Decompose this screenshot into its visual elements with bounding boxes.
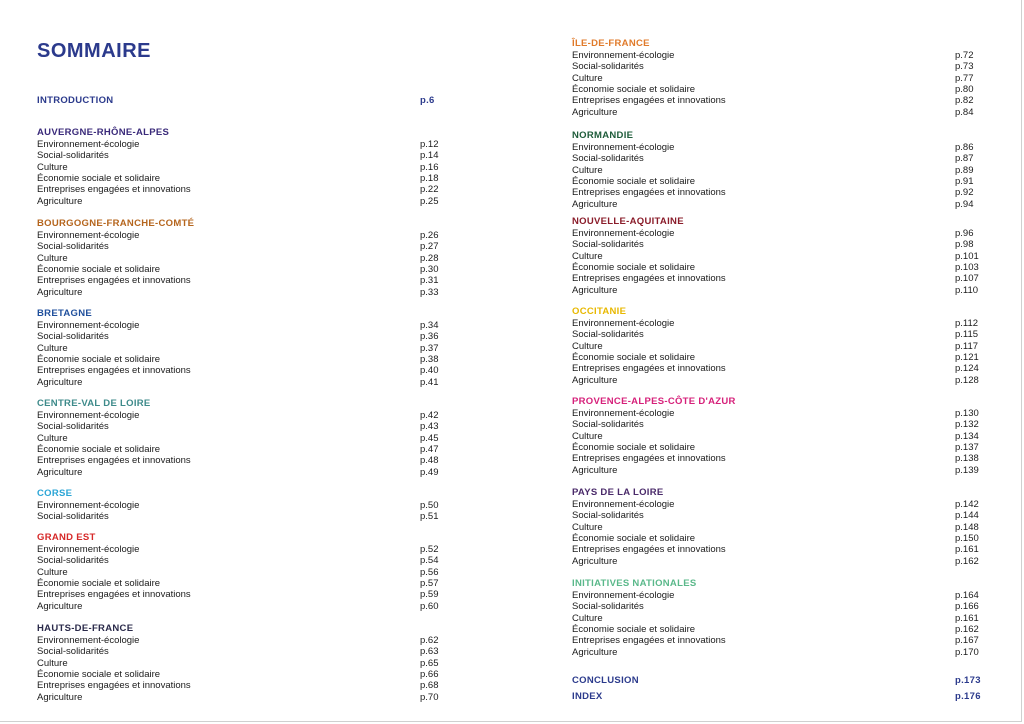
entry-label: Environnement-écologie (37, 500, 140, 511)
page-number: p.107 (955, 273, 979, 285)
page-number: p.73 (955, 61, 974, 73)
entry-initiatives-nationales-culture[interactable] (572, 613, 978, 625)
page-number: p.60 (420, 600, 439, 612)
section-bretagne[interactable] (37, 308, 437, 320)
entry-ile-de-france-entreprises-engagees-et-innovations[interactable] (572, 95, 978, 107)
entry-label: Culture (572, 250, 603, 262)
entry-occitanie-social-solidarites[interactable] (572, 329, 978, 341)
page-number: p.40 (420, 365, 439, 377)
entry-label: Agriculture (572, 646, 618, 658)
entry-label: Entreprises engagées et innovations (572, 453, 726, 465)
page-number: p.22 (420, 184, 439, 196)
entry-label: Culture (572, 521, 603, 533)
entry-label: Social-solidarités (37, 150, 109, 162)
entry-pays-de-la-loire-agriculture[interactable] (572, 556, 978, 568)
page-number: p.72 (955, 50, 974, 61)
page-number: p.112 (955, 318, 979, 329)
page-number: p.63 (420, 646, 439, 658)
section-heading: CONCLUSION (572, 675, 639, 686)
entry-pays-de-la-loire-entreprises-engagees-et-innovations[interactable] (572, 544, 978, 556)
entry-label: Environnement-écologie (572, 142, 675, 153)
page-number: p.26 (420, 230, 439, 241)
entry-label: Économie sociale et solidaire (572, 441, 696, 453)
entry-label: Agriculture (572, 198, 618, 210)
entry-hauts-de-france-entreprises-engagees-et-innovations[interactable] (37, 680, 437, 692)
page-number: p.91 (955, 175, 974, 187)
entry-label: Agriculture (37, 195, 83, 207)
entry-label: Entreprises engagées et innovations (572, 635, 726, 647)
section-heading: CENTRE-VAL DE LOIRE (37, 398, 151, 409)
entry-label: Entreprises engagées et innovations (572, 95, 726, 107)
entry-auvergne-rhone-alpes-environnement-ecologie[interactable] (37, 139, 437, 151)
entry-bretagne-environnement-ecologie[interactable] (37, 320, 437, 332)
entry-normandie-entreprises-engagees-et-innovations[interactable] (572, 187, 978, 199)
page-number: p.27 (420, 241, 439, 253)
page-number: p.70 (420, 691, 439, 703)
entry-label: Social-solidarités (572, 419, 644, 431)
section-heading: GRAND EST (37, 532, 96, 543)
entry-grand-est-economie-sociale-et-solidaire[interactable] (37, 578, 437, 590)
entry-pays-de-la-loire-culture[interactable] (572, 522, 978, 534)
page-number: p.115 (955, 329, 979, 341)
page-number: p.6 (420, 95, 435, 106)
entry-auvergne-rhone-alpes-entreprises-engagees-et-innovations[interactable] (37, 184, 437, 196)
entry-label: Économie sociale et solidaire (572, 351, 696, 363)
entry-label: Social-solidarités (572, 153, 644, 165)
entry-hauts-de-france-environnement-ecologie[interactable] (37, 635, 437, 647)
entry-label: Agriculture (37, 376, 83, 388)
entry-label: Économie sociale et solidaire (572, 83, 696, 95)
page-number: p.56 (420, 566, 439, 578)
entry-label: Entreprises engagées et innovations (37, 365, 191, 377)
section-heading: ÎLE-DE-FRANCE (572, 38, 650, 49)
entry-label: Environnement-écologie (572, 408, 675, 419)
page-number: p.52 (420, 544, 439, 555)
page-number: p.48 (420, 455, 439, 467)
page-number: p.130 (955, 408, 979, 419)
entry-normandie-economie-sociale-et-solidaire[interactable] (572, 176, 978, 188)
page-number: p.47 (420, 443, 439, 455)
page-number: p.43 (420, 421, 439, 433)
entry-normandie-agriculture[interactable] (572, 199, 978, 211)
section-hauts-de-france[interactable] (37, 623, 437, 635)
entry-provence-alpes-cote-d-azur-social-solidarites[interactable] (572, 419, 978, 431)
section-provence-alpes-cote-d-azur[interactable] (572, 396, 978, 408)
entry-label: Social-solidarités (572, 601, 644, 613)
entry-label: Économie sociale et solidaire (572, 175, 696, 187)
section-heading: AUVERGNE-RHÔNE-ALPES (37, 127, 170, 138)
page-number: p.89 (955, 164, 974, 176)
page-number: p.142 (955, 499, 979, 510)
entry-corse-environnement-ecologie[interactable] (37, 500, 437, 512)
entry-label: Environnement-écologie (572, 228, 675, 239)
entry-label: Entreprises engagées et innovations (37, 589, 191, 601)
section-heading: HAUTS-DE-FRANCE (37, 623, 134, 634)
page-number: p.170 (955, 646, 979, 658)
entry-bretagne-entreprises-engagees-et-innovations[interactable] (37, 365, 437, 377)
page-number: p.68 (420, 680, 439, 692)
section-heading: INTRODUCTION (37, 95, 114, 106)
entry-label: Social-solidarités (37, 241, 109, 253)
section-grand-est[interactable] (37, 532, 437, 544)
page-number: p.167 (955, 635, 979, 647)
section-bourgogne-franche-comte[interactable] (37, 218, 437, 230)
entry-normandie-culture[interactable] (572, 165, 978, 177)
entry-label: Économie sociale et solidaire (37, 668, 161, 680)
page-number: p.87 (955, 153, 974, 165)
section-occitanie[interactable] (572, 306, 978, 318)
entry-label: Environnement-écologie (37, 635, 140, 646)
entry-label: Culture (37, 432, 68, 444)
section-heading: PROVENCE-ALPES-CÔTE D'AZUR (572, 396, 736, 407)
entry-nouvelle-aquitaine-economie-sociale-et-solidaire[interactable] (572, 262, 978, 274)
entry-centre-val-de-loire-social-solidarites[interactable] (37, 421, 437, 433)
entry-occitanie-economie-sociale-et-solidaire[interactable] (572, 352, 978, 364)
section-corse[interactable] (37, 488, 437, 500)
entry-provence-alpes-cote-d-azur-agriculture[interactable] (572, 465, 978, 477)
page-number: p.103 (955, 261, 979, 273)
entry-label: Agriculture (572, 284, 618, 296)
entry-label: Culture (37, 252, 68, 264)
page-number: p.96 (955, 228, 974, 239)
entry-hauts-de-france-economie-sociale-et-solidaire[interactable] (37, 669, 437, 681)
entry-label: Agriculture (572, 555, 618, 567)
entry-label: Agriculture (37, 691, 83, 703)
page-number: p.161 (955, 612, 979, 624)
entry-label: Environnement-écologie (37, 544, 140, 555)
page-number: p.84 (955, 106, 974, 118)
entry-label: Social-solidarités (572, 239, 644, 251)
entry-label: Environnement-écologie (37, 139, 140, 150)
entry-provence-alpes-cote-d-azur-entreprises-engagees-et-innovations[interactable] (572, 453, 978, 465)
entry-normandie-environnement-ecologie[interactable] (572, 142, 978, 154)
entry-provence-alpes-cote-d-azur-environnement-ecologie[interactable] (572, 408, 978, 420)
entry-grand-est-social-solidarites[interactable] (37, 555, 437, 567)
page-number: p.33 (420, 286, 439, 298)
page-number: p.37 (420, 342, 439, 354)
page-number: p.162 (955, 555, 979, 567)
page-number: p.62 (420, 635, 439, 646)
page-number: p.117 (955, 340, 979, 352)
entry-label: Culture (37, 342, 68, 354)
page-number: p.59 (420, 589, 439, 601)
entry-nouvelle-aquitaine-environnement-ecologie[interactable] (572, 228, 978, 240)
page-number: p.164 (955, 590, 979, 601)
entry-nouvelle-aquitaine-agriculture[interactable] (572, 285, 978, 297)
entry-label: Agriculture (572, 464, 618, 476)
entry-label: Culture (37, 566, 68, 578)
page-number: p.16 (420, 161, 439, 173)
page-number: p.14 (420, 150, 439, 162)
entry-label: Social-solidarités (37, 331, 109, 343)
page-number: p.50 (420, 500, 439, 511)
page-number: p.121 (955, 351, 979, 363)
page-number: p.30 (420, 263, 439, 275)
page-number: p.138 (955, 453, 979, 465)
page-number: p.57 (420, 577, 439, 589)
entry-nouvelle-aquitaine-social-solidarites[interactable] (572, 239, 978, 251)
page-number: p.25 (420, 195, 439, 207)
page-number: p.132 (955, 419, 979, 431)
page-number: p.18 (420, 172, 439, 184)
entry-bourgogne-franche-comte-culture[interactable] (37, 253, 437, 265)
entry-label: Entreprises engagées et innovations (37, 680, 191, 692)
page-number: p.28 (420, 252, 439, 264)
entry-initiatives-nationales-environnement-ecologie[interactable] (572, 590, 978, 602)
entry-centre-val-de-loire-economie-sociale-et-solidaire[interactable] (37, 444, 437, 456)
page-number: p.34 (420, 320, 439, 331)
entry-label: Économie sociale et solidaire (572, 623, 696, 635)
entry-label: Économie sociale et solidaire (37, 577, 161, 589)
entry-label: Économie sociale et solidaire (37, 353, 161, 365)
page-number: p.86 (955, 142, 974, 153)
page-number: p.128 (955, 374, 979, 386)
section-heading: INDEX (572, 691, 603, 702)
entry-hauts-de-france-agriculture[interactable] (37, 692, 437, 704)
entry-label: Environnement-écologie (572, 50, 675, 61)
entry-grand-est-environnement-ecologie[interactable] (37, 544, 437, 556)
section-heading: BOURGOGNE-FRANCHE-COMTÉ (37, 218, 195, 229)
page-number: p.162 (955, 623, 979, 635)
entry-bourgogne-franche-comte-agriculture[interactable] (37, 287, 437, 299)
entry-initiatives-nationales-economie-sociale-et-solidaire[interactable] (572, 624, 978, 636)
entry-corse-social-solidarites[interactable] (37, 511, 437, 523)
entry-label: Culture (572, 612, 603, 624)
entry-label: Environnement-écologie (572, 590, 675, 601)
page-number: p.41 (420, 376, 439, 388)
page-number: p.31 (420, 275, 439, 287)
entry-label: Culture (572, 430, 603, 442)
entry-label: Entreprises engagées et innovations (572, 544, 726, 556)
entry-label: Agriculture (37, 466, 83, 478)
entry-label: Agriculture (37, 600, 83, 612)
page-number: p.54 (420, 555, 439, 567)
entry-nouvelle-aquitaine-culture[interactable] (572, 251, 978, 263)
entry-bourgogne-franche-comte-entreprises-engagees-et-innovations[interactable] (37, 275, 437, 287)
entry-ile-de-france-social-solidarites[interactable] (572, 61, 978, 73)
entry-label: Agriculture (37, 286, 83, 298)
entry-label: Économie sociale et solidaire (572, 532, 696, 544)
page-number: p.92 (955, 187, 974, 199)
entry-centre-val-de-loire-environnement-ecologie[interactable] (37, 410, 437, 422)
section-pays-de-la-loire[interactable] (572, 487, 978, 499)
entry-label: Social-solidarités (572, 329, 644, 341)
page-number: p.124 (955, 363, 979, 375)
page-number: p.94 (955, 198, 974, 210)
entry-bretagne-social-solidarites[interactable] (37, 331, 437, 343)
entry-bretagne-culture[interactable] (37, 343, 437, 355)
entry-bourgogne-franche-comte-economie-sociale-et-solidaire[interactable] (37, 264, 437, 276)
entry-label: Environnement-écologie (572, 318, 675, 329)
entry-label: Économie sociale et solidaire (37, 443, 161, 455)
entry-label: Social-solidarités (37, 555, 109, 567)
section-heading: BRETAGNE (37, 308, 93, 319)
entry-label: Social-solidarités (572, 61, 644, 73)
page-number: p.49 (420, 466, 439, 478)
entry-label: Économie sociale et solidaire (37, 263, 161, 275)
section-conclusion[interactable] (572, 675, 981, 687)
page-number: p.45 (420, 432, 439, 444)
entry-label: Économie sociale et solidaire (37, 172, 161, 184)
section-heading: NORMANDIE (572, 130, 634, 141)
section-auvergne-rhone-alpes[interactable] (37, 127, 437, 139)
entry-label: Agriculture (572, 106, 618, 118)
section-heading: CORSE (37, 488, 73, 499)
entry-occitanie-environnement-ecologie[interactable] (572, 318, 978, 330)
page-title: SOMMAIRE (37, 40, 151, 62)
entry-hauts-de-france-culture[interactable] (37, 658, 437, 670)
entry-bretagne-economie-sociale-et-solidaire[interactable] (37, 354, 437, 366)
entry-label: Économie sociale et solidaire (572, 261, 696, 273)
entry-label: Environnement-écologie (37, 230, 140, 241)
page-number: p.42 (420, 410, 439, 421)
entry-auvergne-rhone-alpes-agriculture[interactable] (37, 196, 437, 208)
entry-bretagne-agriculture[interactable] (37, 377, 437, 389)
section-heading: OCCITANIE (572, 306, 627, 317)
entry-provence-alpes-cote-d-azur-economie-sociale-et-solidaire[interactable] (572, 442, 978, 454)
page-number: p.166 (955, 601, 979, 613)
page-number: p.98 (955, 239, 974, 251)
page-number: p.51 (420, 511, 439, 523)
section-centre-val-de-loire[interactable] (37, 398, 437, 410)
page-number: p.161 (955, 544, 979, 556)
entry-label: Entreprises engagées et innovations (572, 187, 726, 199)
entry-occitanie-agriculture[interactable] (572, 375, 978, 387)
page-number: p.66 (420, 668, 439, 680)
entry-auvergne-rhone-alpes-culture[interactable] (37, 162, 437, 174)
section-nouvelle-aquitaine[interactable] (572, 216, 978, 228)
entry-label: Environnement-écologie (572, 499, 675, 510)
page-number: p.38 (420, 353, 439, 365)
entry-initiatives-nationales-entreprises-engagees-et-innovations[interactable] (572, 635, 978, 647)
entry-label: Culture (37, 161, 68, 173)
entry-ile-de-france-agriculture[interactable] (572, 107, 978, 119)
entry-label: Entreprises engagées et innovations (572, 273, 726, 285)
page-number: p.77 (955, 72, 974, 84)
entry-grand-est-agriculture[interactable] (37, 601, 437, 613)
entry-label: Environnement-écologie (37, 320, 140, 331)
page-number: p.173 (955, 675, 981, 686)
entry-occitanie-entreprises-engagees-et-innovations[interactable] (572, 363, 978, 375)
entry-centre-val-de-loire-culture[interactable] (37, 433, 437, 445)
entry-centre-val-de-loire-agriculture[interactable] (37, 467, 437, 479)
section-heading: NOUVELLE-AQUITAINE (572, 216, 684, 227)
section-normandie[interactable] (572, 130, 978, 142)
entry-label: Entreprises engagées et innovations (37, 275, 191, 287)
entry-pays-de-la-loire-social-solidarites[interactable] (572, 510, 978, 522)
page-number: p.82 (955, 95, 974, 107)
entry-label: Culture (572, 72, 603, 84)
page-number: p.144 (955, 510, 979, 522)
section-index[interactable] (572, 691, 981, 703)
entry-initiatives-nationales-social-solidarites[interactable] (572, 601, 978, 613)
entry-bourgogne-franche-comte-social-solidarites[interactable] (37, 241, 437, 253)
entry-ile-de-france-culture[interactable] (572, 73, 978, 85)
page-number: p.80 (955, 83, 974, 95)
entry-label: Culture (572, 164, 603, 176)
entry-label: Entreprises engagées et innovations (37, 455, 191, 467)
entry-nouvelle-aquitaine-entreprises-engagees-et-innovations[interactable] (572, 273, 978, 285)
entry-label: Culture (572, 340, 603, 352)
page-number: p.150 (955, 532, 979, 544)
section-heading: PAYS DE LA LOIRE (572, 487, 664, 498)
page-number: p.110 (955, 284, 979, 296)
page-number: p.139 (955, 464, 979, 476)
entry-centre-val-de-loire-entreprises-engagees-et-innovations[interactable] (37, 455, 437, 467)
entry-initiatives-nationales-agriculture[interactable] (572, 647, 978, 659)
entry-hauts-de-france-social-solidarites[interactable] (37, 646, 437, 658)
entry-pays-de-la-loire-environnement-ecologie[interactable] (572, 499, 978, 511)
entry-bourgogne-franche-comte-environnement-ecologie[interactable] (37, 230, 437, 242)
entry-occitanie-culture[interactable] (572, 341, 978, 353)
section-introduction[interactable] (37, 95, 437, 107)
entry-label: Social-solidarités (37, 646, 109, 658)
page-number: p.36 (420, 331, 439, 343)
entry-label: Social-solidarités (37, 511, 109, 523)
page-number: p.148 (955, 521, 979, 533)
page-number: p.101 (955, 250, 979, 262)
entry-label: Social-solidarités (572, 510, 644, 522)
page-number: p.65 (420, 657, 439, 669)
entry-ile-de-france-environnement-ecologie[interactable] (572, 50, 978, 62)
entry-normandie-social-solidarites[interactable] (572, 153, 978, 165)
entry-label: Culture (37, 657, 68, 669)
page-number: p.137 (955, 441, 979, 453)
entry-provence-alpes-cote-d-azur-culture[interactable] (572, 431, 978, 443)
entry-label: Environnement-écologie (37, 410, 140, 421)
entry-auvergne-rhone-alpes-economie-sociale-et-solidaire[interactable] (37, 173, 437, 185)
page-number: p.12 (420, 139, 439, 150)
entry-label: Agriculture (572, 374, 618, 386)
entry-label: Entreprises engagées et innovations (572, 363, 726, 375)
entry-grand-est-entreprises-engagees-et-innovations[interactable] (37, 589, 437, 601)
section-initiatives-nationales[interactable] (572, 578, 978, 590)
entry-auvergne-rhone-alpes-social-solidarites[interactable] (37, 150, 437, 162)
entry-pays-de-la-loire-economie-sociale-et-solidaire[interactable] (572, 533, 978, 545)
section-ile-de-france[interactable] (572, 38, 978, 50)
entry-ile-de-france-economie-sociale-et-solidaire[interactable] (572, 84, 978, 96)
page-number: p.134 (955, 430, 979, 442)
entry-label: Entreprises engagées et innovations (37, 184, 191, 196)
entry-grand-est-culture[interactable] (37, 567, 437, 579)
entry-label: Social-solidarités (37, 421, 109, 433)
section-heading: INITIATIVES NATIONALES (572, 578, 697, 589)
page-number: p.176 (955, 691, 981, 702)
